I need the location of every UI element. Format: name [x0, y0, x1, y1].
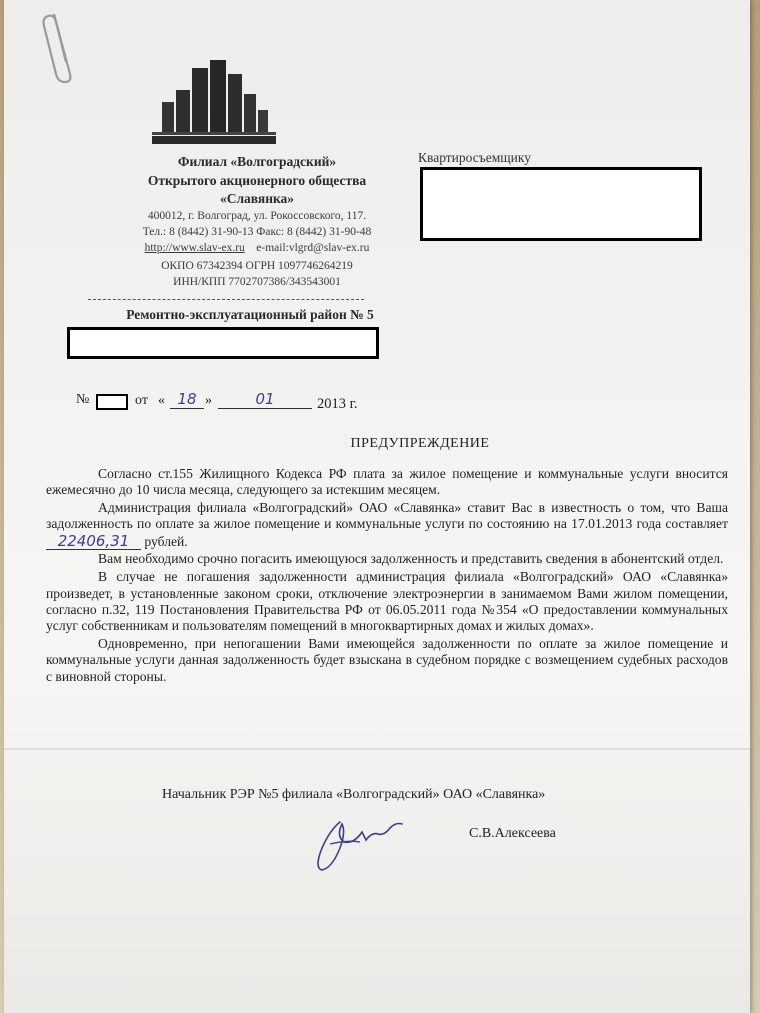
day-quote-open: « — [158, 393, 165, 408]
paragraph-4: В случае не погашения задолженности администрация филиала «Волгоградский» ОАО «Славянка» произведет, в установленные законом сроки, отключение электроэнергии в занимаемом Вами жилом помещении, согласно п.32, 119 Постановления Правительства РФ от 06.05.2011 года №354 «О предоставлении коммунальных услуг собственникам и пользователям помещений в многоквартирных домах и жилых домах». — [46, 569, 728, 634]
paragraph-2-currency: рублей. — [144, 533, 188, 549]
letterhead-divider — [88, 299, 364, 300]
company-contacts — [78, 242, 436, 255]
date-month: 01 — [218, 390, 312, 409]
paragraph-2-text: Администрация филиала «Волгоградский» ОАО «Славянка» ставит Вас в известность о том, что Ваша задолженность по оплате за жилое помещение и коммунальные услуги по состоянию на 17.01.2013 года составляет — [46, 500, 728, 532]
paragraph-5: Одновременно, при непогашении Вами имеющейся задолженности по оплате за жилое помещение и коммунальные услуги данная задолженность будет взыскана в судебном порядке с возмещением судебных расходов с виновной стороны. — [46, 635, 728, 684]
signer-name: С.В.Алексеева — [469, 826, 556, 841]
paperclip-icon — [40, 10, 80, 84]
company-logo-icon — [152, 60, 276, 146]
paragraph-3: Вам необходимо срочно погасить имеющуюся задолженность и представить сведения в абонентский отдел. — [98, 551, 724, 567]
handwritten-signature-icon — [300, 810, 430, 880]
document-body — [46, 466, 728, 686]
debt-amount: 22406,31 — [46, 533, 141, 550]
company-inn-kpp: ИНН/КПП 7702707386/343543001 — [173, 276, 341, 288]
doc-number-sign: № — [76, 392, 90, 407]
date-day: 18 — [170, 390, 204, 409]
signer-title: Начальник РЭР №5 филиала «Волгоградский» ОАО «Славянка» — [162, 787, 546, 802]
company-okpo-ogrn: ОКПО 67342394 ОГРН 1097746264219 — [161, 260, 353, 272]
company-name: «Славянка» — [219, 191, 295, 206]
document-title: ПРЕДУПРЕЖДЕНИЕ — [350, 436, 490, 451]
day-quote-close: » — [205, 393, 212, 408]
paper-fold-line — [4, 748, 750, 750]
company-phone-fax: Тел.: 8 (8442) 31-90-13 Факс: 8 (8442) 31-90-48 — [142, 226, 372, 238]
date-year: 2013 г. — [317, 396, 358, 412]
redacted-doc-number — [96, 394, 128, 410]
recipient-label: Квартиросъемщику — [418, 150, 531, 165]
company-address: 400012, г. Волгоград, ул. Рокоссовского, 117. — [147, 210, 367, 222]
company-email: e-mail:vlgrd@slav-ex.ru — [256, 242, 370, 254]
company-type: Открытого акционерного общества — [147, 173, 367, 188]
paragraph-1: Согласно ст.155 Жилищного Кодекса РФ плата за жилое помещение и коммунальные услуги вносится ежемесячно до 10 числа месяца, следующего за истекшим месяцем. — [46, 466, 728, 498]
redacted-recipient-box — [420, 167, 702, 241]
date-preposition: от — [135, 393, 148, 408]
redacted-sender-box — [67, 327, 379, 359]
paragraph-2 — [46, 500, 728, 550]
district-name: Ремонтно-эксплуатационный район № 5 — [126, 307, 374, 322]
branch-name: Филиал «Волгоградский» — [177, 154, 337, 169]
company-website-link[interactable]: http://www.slav-ex.ru — [144, 242, 245, 254]
